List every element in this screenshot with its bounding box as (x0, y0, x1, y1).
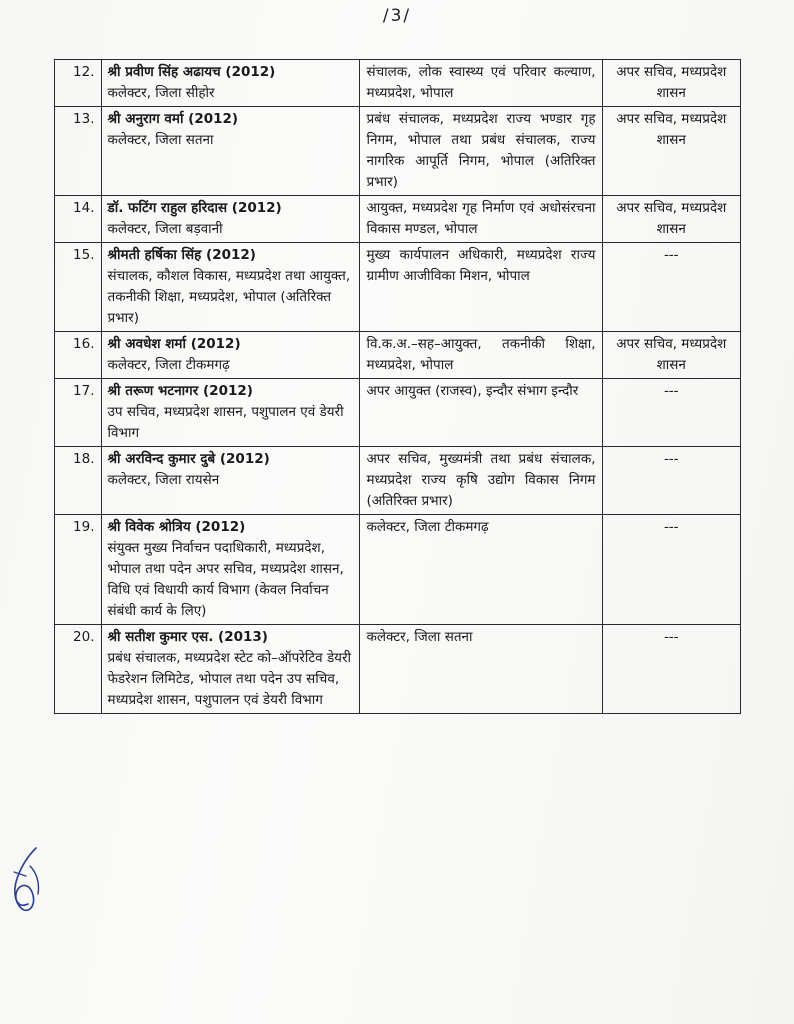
serial-number-cell (55, 379, 102, 447)
rank: --- (663, 383, 679, 399)
new-posting-cell (360, 379, 602, 447)
rank: अपर सचिव, मध्यप्रदेश शासन (616, 64, 727, 101)
handwritten-initial-signature (6, 842, 48, 922)
new-posting: प्रबंध संचालक, मध्यप्रदेश राज्य भण्डार गृह निगम, भोपाल तथा प्रबंध संचालक, राज्य नागरिक आपूर्ति निगम, भोपाल (अतिरिक्त प्रभार) (366, 111, 596, 190)
rank: --- (663, 629, 679, 645)
table-row (55, 60, 741, 107)
rank: अपर सचिव, मध्यप्रदेश शासन (616, 200, 727, 237)
serial-number: 17. (73, 383, 95, 399)
serial-number-cell (55, 625, 102, 714)
officer-cell (101, 60, 360, 107)
officer-name: श्री विवेक श्रोत्रिय (2012) (107, 519, 246, 535)
new-posting-cell (360, 107, 602, 196)
officer-name: श्री अरविन्द कुमार दुबे (2012) (107, 451, 270, 467)
table-row (55, 515, 741, 625)
rank-cell (602, 60, 741, 107)
new-posting-cell (360, 243, 602, 332)
new-posting-cell (360, 515, 602, 625)
new-posting-cell (360, 196, 602, 243)
new-posting: अपर सचिव, मुख्यमंत्री तथा प्रबंध संचालक, मध्यप्रदेश राज्य कृषि उद्योग विकास निगम (अतिरिक्त प्रभार) (366, 451, 596, 509)
serial-number: 12. (73, 64, 95, 80)
table-row (55, 107, 741, 196)
table-row (55, 243, 741, 332)
rank: --- (663, 247, 679, 263)
serial-number: 15. (73, 247, 95, 263)
rank-cell (602, 515, 741, 625)
officer-cell (101, 625, 360, 714)
rank: --- (663, 451, 679, 467)
page-number: /3/ (382, 6, 412, 26)
current-posting: कलेक्टर, जिला रायसेन (107, 472, 220, 488)
rank-cell (602, 332, 741, 379)
current-posting: कलेक्टर, जिला सतना (107, 132, 214, 148)
current-posting: उप सचिव, मध्यप्रदेश शासन, पशुपालन एवं डेयरी विभाग (107, 404, 344, 441)
officer-name: श्री सतीश कुमार एस. (2013) (107, 629, 268, 645)
officer-name: श्रीमती हर्षिका सिंह (2012) (107, 247, 256, 263)
rank: --- (663, 519, 679, 535)
new-posting: वि.क.अ.–सह–आयुक्त, तकनीकी शिक्षा, मध्यप्रदेश, भोपाल (366, 336, 596, 373)
serial-number-cell (55, 447, 102, 515)
table-row (55, 625, 741, 714)
table-row (55, 332, 741, 379)
table-row (55, 379, 741, 447)
rank-cell (602, 107, 741, 196)
new-posting: संचालक, लोक स्वास्थ्य एवं परिवार कल्याण, मध्यप्रदेश, भोपाल (366, 64, 596, 101)
new-posting: कलेक्टर, जिला सतना (366, 629, 473, 645)
transfer-order-table (54, 59, 741, 714)
new-posting: आयुक्त, मध्यप्रदेश गृह निर्माण एवं अधोसंरचना विकास मण्डल, भोपाल (366, 200, 596, 237)
table-row (55, 447, 741, 515)
serial-number-cell (55, 60, 102, 107)
officer-cell (101, 243, 360, 332)
rank: अपर सचिव, मध्यप्रदेश शासन (616, 111, 727, 148)
current-posting: कलेक्टर, जिला टीकमगढ़ (107, 357, 230, 373)
officer-cell (101, 447, 360, 515)
officer-name: श्री तरूण भटनागर (2012) (107, 383, 253, 399)
serial-number: 18. (73, 451, 95, 467)
officer-name: श्री अवधेश शर्मा (2012) (107, 336, 241, 352)
serial-number-cell (55, 107, 102, 196)
rank: अपर सचिव, मध्यप्रदेश शासन (616, 336, 727, 373)
rank-cell (602, 243, 741, 332)
officer-cell (101, 196, 360, 243)
rank-cell (602, 196, 741, 243)
serial-number: 14. (73, 200, 95, 216)
serial-number-cell (55, 332, 102, 379)
officer-name: श्री अनुराग वर्मा (2012) (107, 111, 239, 127)
serial-number-cell (55, 515, 102, 625)
serial-number: 16. (73, 336, 95, 352)
rank-cell (602, 379, 741, 447)
serial-number: 19. (73, 519, 95, 535)
new-posting: मुख्य कार्यपालन अधिकारी, मध्यप्रदेश राज्य ग्रामीण आजीविका मिशन, भोपाल (366, 247, 596, 284)
current-posting: कलेक्टर, जिला बड़वानी (107, 221, 223, 237)
current-posting: प्रबंध संचालक, मध्यप्रदेश स्टेट को–ऑपरेटिव डेयरी फेडरेशन लिमिटेड, भोपाल तथा पदेन उप सचिव, मध्यप्रदेश शासन, पशुपालन एवं डेयरी विभाग (107, 650, 352, 708)
rank-cell (602, 447, 741, 515)
new-posting-cell (360, 60, 602, 107)
new-posting-cell (360, 447, 602, 515)
rank-cell (602, 625, 741, 714)
officer-cell (101, 379, 360, 447)
officer-cell (101, 107, 360, 196)
current-posting: संचालक, कौशल विकास, मध्यप्रदेश तथा आयुक्त, तकनीकी शिक्षा, मध्यप्रदेश, भोपाल (अतिरिक्त प्रभार) (107, 268, 351, 326)
new-posting: अपर आयुक्त (राजस्व), इन्दौर संभाग इन्दौर (366, 383, 579, 399)
serial-number-cell (55, 243, 102, 332)
officer-cell (101, 332, 360, 379)
table-row (55, 196, 741, 243)
serial-number-cell (55, 196, 102, 243)
new-posting-cell (360, 332, 602, 379)
new-posting: कलेक्टर, जिला टीकमगढ़ (366, 519, 489, 535)
current-posting: संयुक्त मुख्य निर्वाचन पदाधिकारी, मध्यप्रदेश, भोपाल तथा पदेन अपर सचिव, मध्यप्रदेश शासन, विधि एवं विधायी कार्य विभाग (केवल निर्वाचन संबंधी कार्य के लिए) (107, 540, 344, 619)
officer-name: डॉ. फटिंग राहुल हरिदास (2012) (107, 200, 282, 216)
serial-number: 20. (73, 629, 95, 645)
officer-cell (101, 515, 360, 625)
officer-name: श्री प्रवीण सिंह अढायच (2012) (107, 64, 276, 80)
new-posting-cell (360, 625, 602, 714)
current-posting: कलेक्टर, जिला सीहोर (107, 85, 215, 101)
serial-number: 13. (73, 111, 95, 127)
